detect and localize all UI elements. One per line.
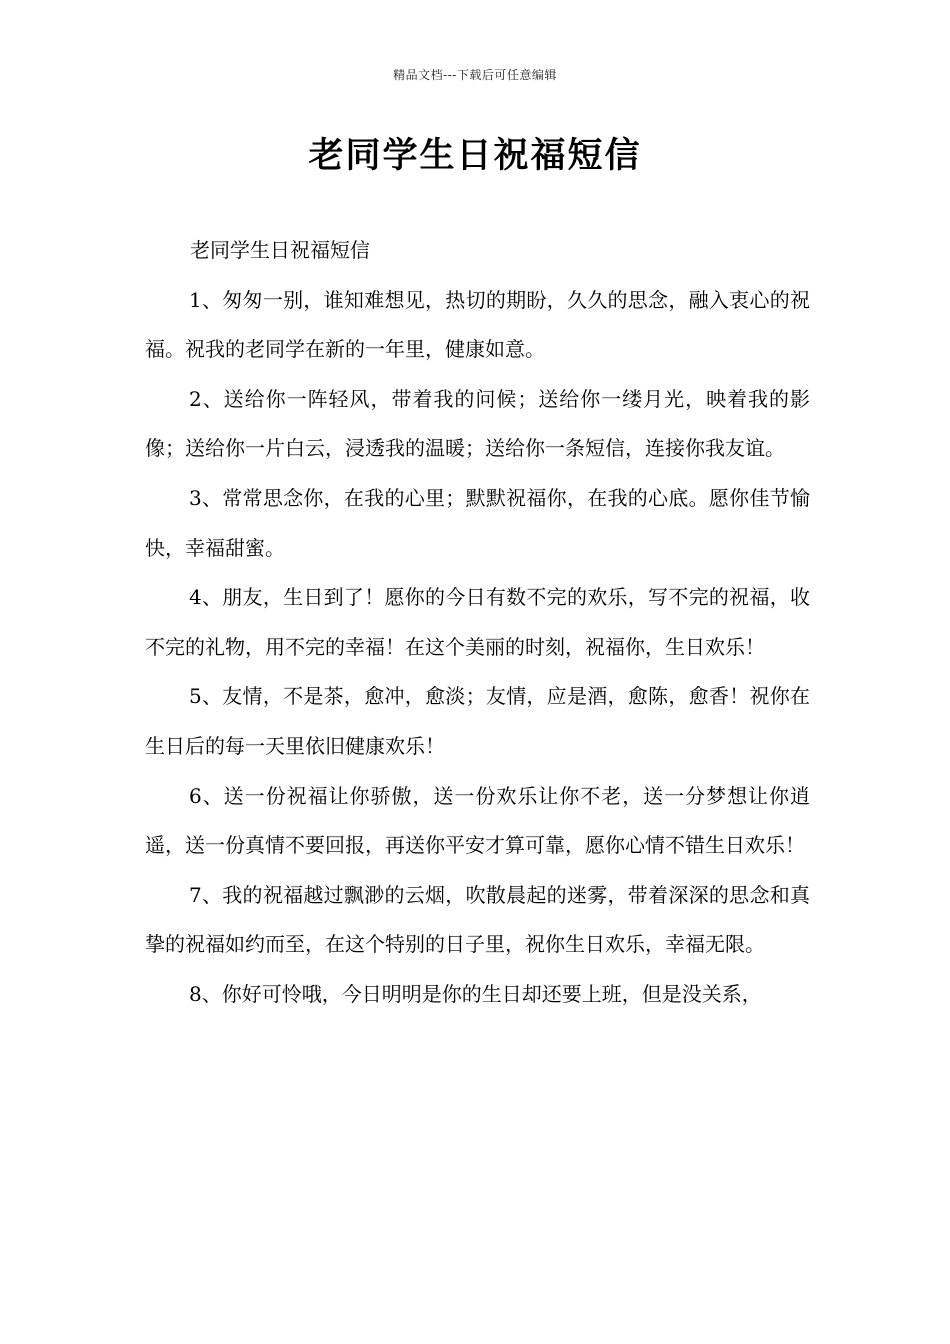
blessing-paragraph-6: 6、送一份祝福让你骄傲，送一份欢乐让你不老，送一分梦想让你逍遥，送一份真情不要回报，再送你平安才算可靠，愿你心情不错生日欢乐！: [145, 783, 810, 858]
blessing-paragraph-4: 4、朋友，生日到了！愿你的今日有数不完的欢乐，写不完的祝福，收不完的礼物，用不完的幸福！在这个美丽的时刻，祝福你，生日欢乐！: [145, 585, 810, 659]
blessing-paragraph-2: 2、送给你一阵轻风，带着我的问候；送给你一缕月光，映着我的影像；送给你一片白云，浸透我的温暖；送给你一条短信，连接你我友谊。: [145, 386, 810, 461]
blessing-paragraph-8: 8、你好可怜哦，今日明明是你的生日却还要上班，但是没关系，: [189, 981, 762, 1006]
document-body: [145, 226, 810, 1020]
blessing-paragraph-7: 7、我的祝福越过飘渺的云烟，吹散晨起的迷雾，带着深深的思念和真挚的祝福如约而至，在这个特别的日子里，祝你生日欢乐，幸福无限。: [145, 882, 810, 957]
blessing-paragraph-1: 1、匆匆一别，谁知难想见，热切的期盼，久久的思念，融入衷心的祝福。祝我的老同学在新的一年里，健康如意。: [145, 287, 810, 362]
blessing-paragraph-3: 3、常常思念你，在我的心里；默默祝福你，在我的心底。愿你佳节愉快，幸福甜蜜。: [145, 485, 810, 560]
subtitle-paragraph: 老同学生日祝福短信: [190, 238, 370, 262]
document-title: 老同学生日祝福短信: [308, 136, 642, 176]
header-note: 精品文档---下载后可任意编辑: [393, 68, 557, 82]
blessing-paragraph-5: 5、友情，不是茶，愈冲，愈淡；友情，应是酒，愈陈，愈香！祝你在生日后的每一天里依旧健康欢乐！: [145, 684, 810, 758]
